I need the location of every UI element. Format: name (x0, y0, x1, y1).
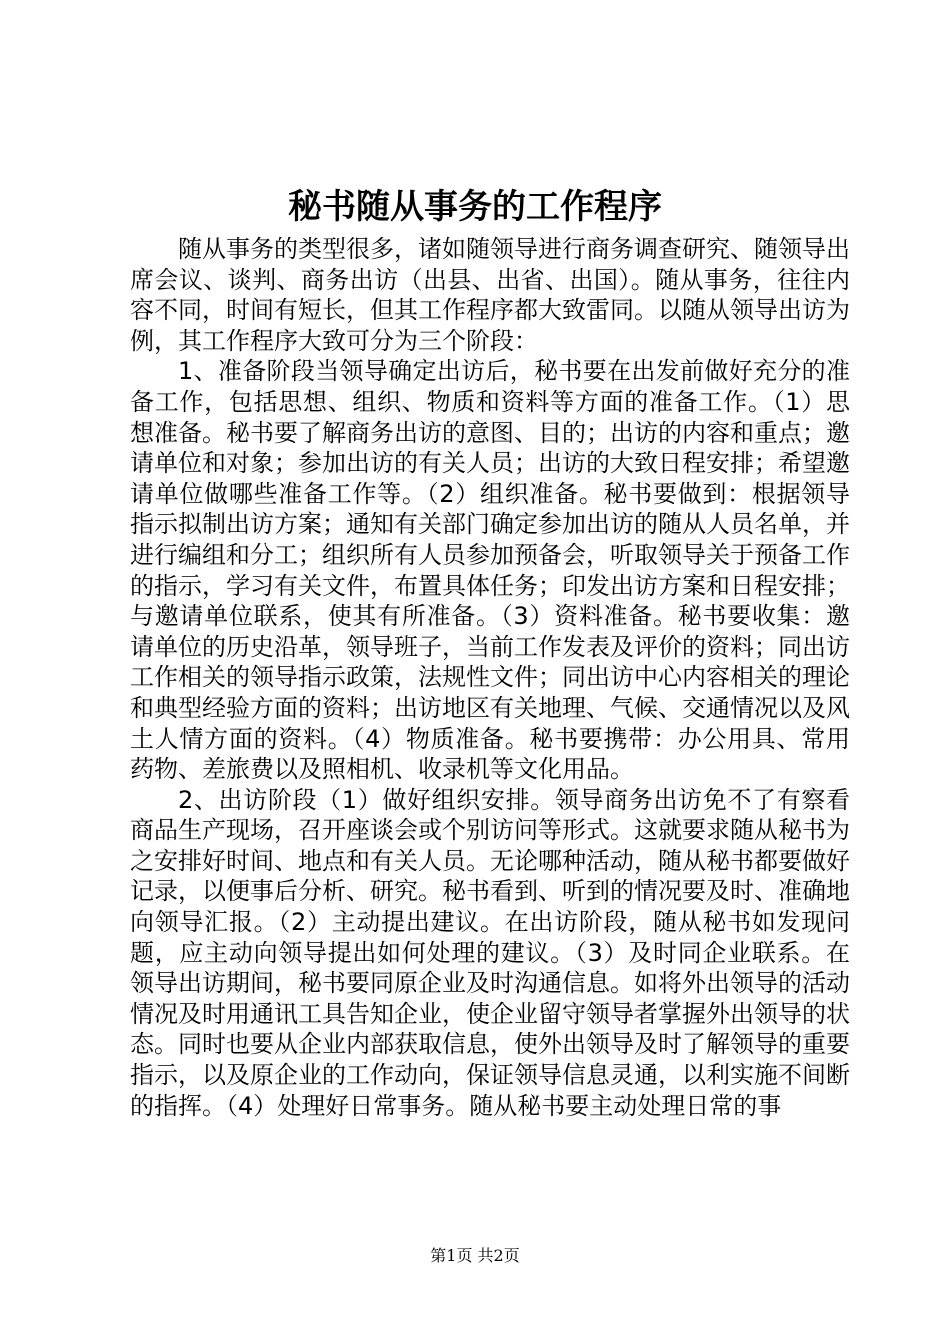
paragraph-preparation-stage: 1、准备阶段当领导确定出访后，秘书要在出发前做好充分的准备工作，包括思想、组织、物质和资料等方面的准备工作。（1）思想准备。秘书要了解商务出访的意图、目的；出访的内容和重点；邀请单位和对象；参加出访的有关人员；出访的大致日程安排；希望邀请单位做哪些准备工作等。（2）组织准备。秘书要做到：根据领导指示拟制出访方案；通知有关部门确定参加出访的随从人员名单，并进行编组和分工；组织所有人员参加预备会，听取领导关于预备工作的指示，学习有关文件，布置具体任务；印发出访方案和日程安排；与邀请单位联系，使其有所准备。（3）资料准备。秘书要收集：邀请单位的历史沿革，领导班子，当前工作发表及评价的资料；同出访工作相关的领导指示政策，法规性文件；同出访中心内容相关的理论和典型经验方面的资料；出访地区有关地理、气候、交通情况以及风土人情方面的资料。（4）物质准备。秘书要携带：办公用具、常用药物、差旅费以及照相机、收录机等文化用品。 (130, 357, 850, 784)
document-body (130, 234, 850, 1121)
document-title: 秘书随从事务的工作程序 (288, 187, 662, 227)
paragraph-intro: 随从事务的类型很多，诸如随领导进行商务调查研究、随领导出席会议、谈判、商务出访（出县、出省、出国）。随从事务，往往内容不同，时间有短长，但其工作程序都大致雷同。以随从领导出访为例，其工作程序大致可分为三个阶段： (130, 235, 850, 355)
page-footer: 第1页 共2页 (430, 1246, 520, 1265)
paragraph-visit-stage: 2、出访阶段（1）做好组织安排。领导商务出访免不了有察看商品生产现场，召开座谈会或个别访问等形式。这就要求随从秘书为之安排好时间、地点和有关人员。无论哪种活动，随从秘书都要做好记录，以便事后分析、研究。秘书看到、听到的情况要及时、准确地向领导汇报。（2）主动提出建议。在出访阶段，随从秘书如发现问题，应主动向领导提出如何处理的建议。（3）及时同企业联系。在领导出访期间，秘书要同原企业及时沟通信息。如将外出领导的活动情况及时用通讯工具告知企业，使企业留守领导者掌握外出领导的状态。同时也要从企业内部获取信息，使外出领导及时了解领导的重要指示，以及原企业的工作动向，保证领导信息灵通，以利实施不间断的指挥。（4）处理好日常事务。随从秘书要主动处理日常的事 (130, 785, 850, 1120)
